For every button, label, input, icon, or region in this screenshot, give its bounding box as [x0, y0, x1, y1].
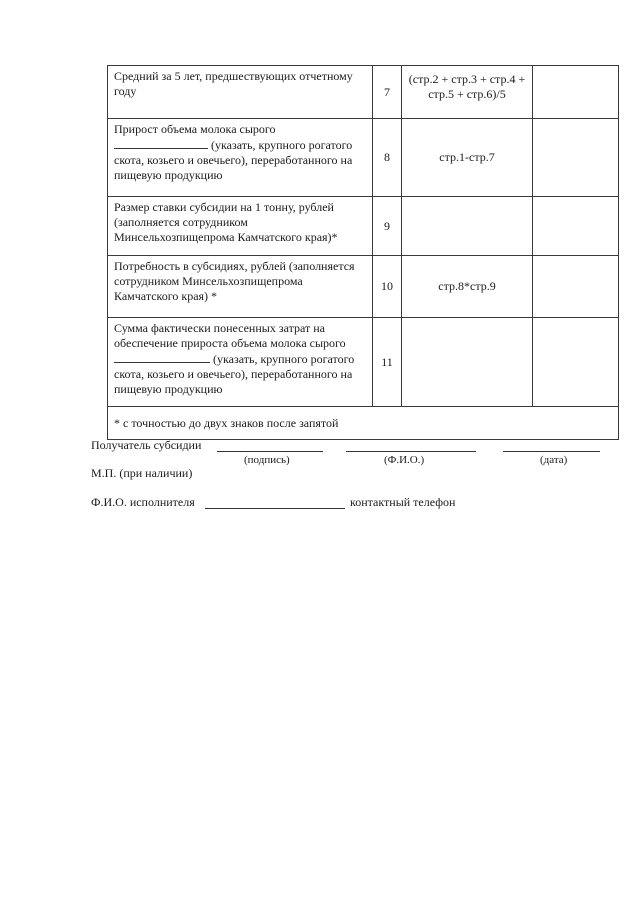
executor-label: Ф.И.О. исполнителя — [91, 495, 195, 509]
fill-in-blank — [114, 137, 208, 149]
row-description-end: (указать, крупного рогатого скота, козьего и овечьего), переработанного на пищевую продукцию — [114, 138, 353, 182]
table-row — [108, 197, 619, 256]
row-formula: (стр.2 + стр.3 + стр.4 + стр.5 + стр.6)/5 — [402, 66, 533, 119]
row-description — [108, 119, 373, 197]
phone-label: контактный телефон — [350, 495, 456, 509]
date-caption: (дата) — [540, 454, 568, 466]
stamp-label: М.П. (при наличии) — [91, 466, 193, 480]
row-formula: стр.8*стр.9 — [402, 256, 533, 318]
table-footnote: * с точностью до двух знаков после запятой — [108, 407, 619, 440]
row-description-start: Прирост объема молока сырого — [114, 122, 276, 136]
row-number: 9 — [373, 197, 402, 256]
row-formula — [402, 318, 533, 407]
fill-in-blank — [114, 351, 210, 363]
table-row — [108, 119, 619, 197]
name-caption: (Ф.И.О.) — [384, 454, 425, 466]
name-line[interactable] — [346, 451, 476, 452]
row-description-end: (указать, крупного рогатого скота, козьего и овечьего), переработанного на пищевую продукцию — [114, 352, 355, 396]
row-number: 11 — [373, 318, 402, 407]
calculation-table — [107, 65, 619, 440]
signature-caption: (подпись) — [244, 454, 290, 466]
row-value-cell — [533, 318, 619, 407]
executor-name-line[interactable] — [205, 508, 345, 509]
row-value-cell — [533, 256, 619, 318]
table-row — [108, 256, 619, 318]
date-line[interactable] — [503, 451, 600, 452]
table-row — [108, 318, 619, 407]
row-number: 8 — [373, 119, 402, 197]
row-value-cell — [533, 66, 619, 119]
row-number: 10 — [373, 256, 402, 318]
row-value-cell — [533, 197, 619, 256]
row-description-start: Сумма фактически понесенных затрат на обеспечение прироста объема молока сырого — [114, 321, 346, 350]
signature-line[interactable] — [217, 451, 323, 452]
row-number: 7 — [373, 66, 402, 119]
row-description: Средний за 5 лет, предшествующих отчетному году — [108, 66, 373, 119]
row-description: Размер ставки субсидии на 1 тонну, рублей (заполняется сотрудником Минсельхозпищепрома Камчатского края)* — [108, 197, 373, 256]
row-value-cell — [533, 119, 619, 197]
table-row — [108, 66, 619, 119]
row-description — [108, 318, 373, 407]
row-formula — [402, 197, 533, 256]
row-description: Потребность в субсидиях, рублей (заполняется сотрудником Минсельхозпищепрома Камчатского края) * — [108, 256, 373, 318]
recipient-label: Получатель субсидии — [91, 438, 202, 452]
row-formula: стр.1-стр.7 — [402, 119, 533, 197]
table-footnote-row — [108, 407, 619, 440]
